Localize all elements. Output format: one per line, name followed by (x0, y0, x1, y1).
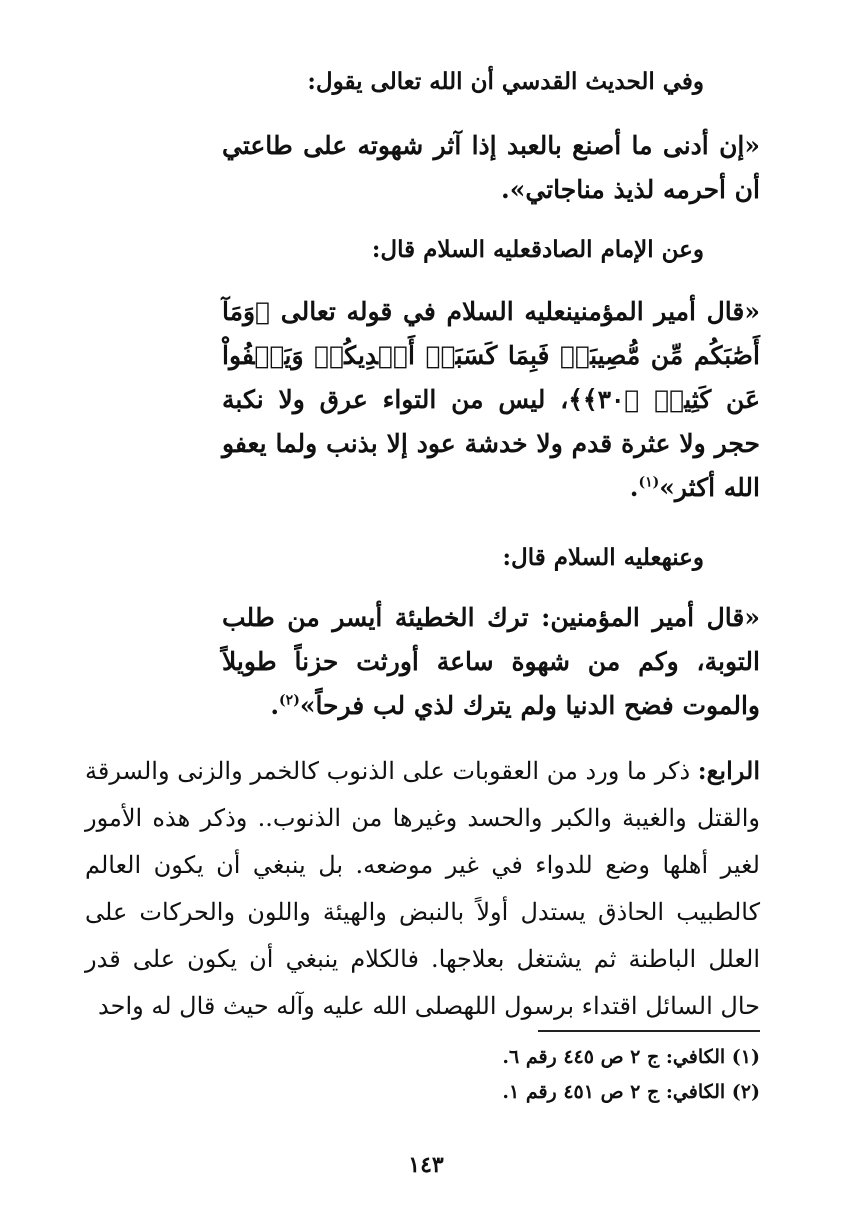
footnote-1: (١) الكافي: ج ٢ ص ٤٤٥ رقم ٦. (502, 1046, 760, 1068)
footnote-divider (538, 1030, 760, 1032)
body-paragraph (85, 747, 760, 1030)
footnote-2: (٢) الكافي: ج ٢ ص ٤٥١ رقم ١. (502, 1081, 760, 1103)
quote-block-3: «قال أمير المؤمنين: ترك الخطيئة أيسر من طلب التوبة، وكم من شهوة ساعة أورثت حزناً طويلاً والموت فضح الدنيا ولم يترك لذي لب فرحاً»$^{(٢)}$. (222, 603, 760, 720)
quote-block-1: «إن أدنى ما أصنع بالعبد إذا آثر شهوته على طاعتي أن أحرمه لذيذ مناجاتي». (222, 131, 760, 204)
intro-line-2: وعن الإمام الصادقعليه السلام قال: (371, 236, 704, 263)
quote-block-3-text: «قال أمير المؤمنين: ترك الخطيئة أيسر من طلب التوبة، وكم من شهوة ساعة أورثت حزناً طويلاً والموت فضح الدنيا ولم يترك لذي لب فرحاً» (222, 603, 760, 720)
quote-block-2-text: «قال أمير المؤمنينعليه السلام في قوله تعالى ﴿وَمَآ أَصَٰبَكُم مِّن مُّصِيبَةٖ فَبِمَا كَسَبَتۡ أَيۡدِيكُمۡ وَيَعۡفُواْ عَن كَثِيرٖ ﴿٣٠﴾﴾، ليس من التواء عرق ولا نكبة حجر ولا عثرة قدم ولا خدشة عود إلا بذنب ولما يعفو الله أكثر» (222, 297, 760, 502)
paragraph-body: ذكر ما ورد من العقوبات على الذنوب كالخمر والزنى والسرقة والقتل والغيبة والكبر والحسد وغيرها من الذنوب.. وذكر هذه الأمور لغير أهلها وضع للدواء في غير موضعه. بل ينبغي أن يكون العالم كالطبيب الحاذق يستدل أولاً بالنبض والهيئة واللون والحركات على العلل الباطنة ثم يشتغل بعلاجها. فالكلام ينبغي أن يكون على قدر حال السائل اقتداء برسول اللهصلى الله عليه وآله حيث قال له واحد (85, 757, 760, 1020)
intro-line-1: وفي الحديث القدسي أن الله تعالى يقول: (307, 68, 704, 95)
quote-block-2: «قال أمير المؤمنينعليه السلام في قوله تعالى ﴿وَمَآ أَصَٰبَكُم مِّن مُّصِيبَةٖ فَبِمَا كَسَبَتۡ أَيۡدِيكُمۡ وَيَعۡفُواْ عَن كَثِيرٖ ﴿٣٠﴾﴾، ليس من التواء عرق ولا نكبة حجر ولا عثرة قدم ولا خدشة عود إلا بذنب ولما يعفو الله أكثر»$^{(١)}$. (222, 297, 760, 502)
page-number: ١٤٣ (408, 1152, 444, 1178)
paragraph-lead: الرابع: (697, 756, 760, 785)
footnote-ref-2: (٢) (279, 692, 300, 709)
footnote-ref-1: (١) (638, 474, 660, 491)
intro-line-3: وعنهعليه السلام قال: (502, 544, 704, 571)
